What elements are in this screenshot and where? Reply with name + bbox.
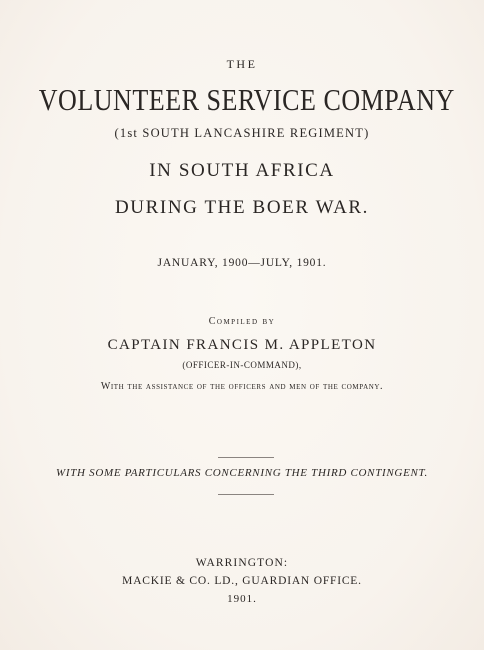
location-line: IN SOUTH AFRICA [149,160,335,181]
divider-top [218,457,274,458]
particulars-note: WITH SOME PARTICULARS CONCERNING THE THIRD CONTINGENT. [55,467,428,479]
regiment-subtitle: (1st SOUTH LANCASHIRE REGIMENT) [114,126,370,140]
author-role: (OFFICER-IN-COMMAND), [182,360,302,370]
divider-bottom [218,494,274,495]
book-title: VOLUNTEER SERVICE COMPANY [38,82,455,117]
publication-place: WARRINGTON: [195,557,289,569]
war-line: DURING THE BOER WAR. [114,197,370,218]
assistance-note: With the assistance of the officers and men of the company. [100,381,384,392]
author-name: CAPTAIN FRANCIS M. APPLETON [107,337,377,353]
date-range: JANUARY, 1900—JULY, 1901. [157,257,327,269]
publication-year: 1901. [227,593,257,605]
publisher-line: MACKIE & CO. LD., GUARDIAN OFFICE. [122,575,362,587]
the-heading: THE [226,57,258,71]
compiled-by-label: Compiled by [208,316,276,327]
